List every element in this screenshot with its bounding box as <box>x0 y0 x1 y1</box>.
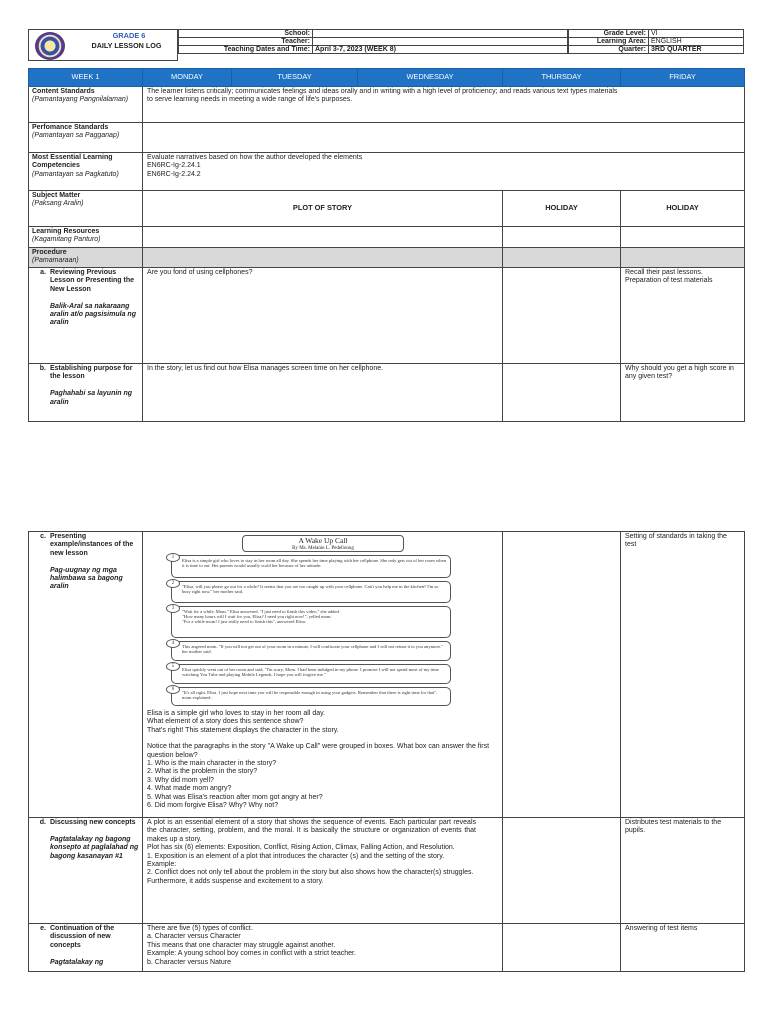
header-school-info <box>178 29 568 54</box>
teacher-label: Teacher: <box>179 38 313 46</box>
teacher-value <box>313 38 568 46</box>
presenting-line <box>147 735 498 743</box>
discussing-line: A plot is an essential element of a story that shows the sequence of events. Each particular part reveals the character, setting, problem, and the moral. It is basically the structure or organization of events that makes up a story. <box>147 819 476 843</box>
dates-value: April 3-7, 2023 (WEEK 8) <box>313 46 568 54</box>
discussing-line: Plot has six (6) elements: Exposition, Conflict, Rising Action, Climax, Falling Action, and Resolution. <box>147 844 455 852</box>
reviewing-text: Are you fond of using cellphones? <box>143 268 503 364</box>
col-week: WEEK 1 <box>29 69 143 87</box>
subject-matter-friday: HOLIDAY <box>621 191 745 227</box>
establishing-friday: Why should you get a high score in any given test? <box>621 364 745 422</box>
presenting-line: That's right! This statement displays the character in the story. <box>147 726 339 734</box>
header-class-info <box>568 29 744 54</box>
continuation-friday: Answering of test items <box>621 924 745 972</box>
procedure-label: Procedure (Pamamaraan) <box>29 248 143 268</box>
story-box-3: 3 "Wait for a while, Mom." Elisa answered. "I just need to finish this video," she added. "How many hours will I wait for you, Elisa? I need you right now!", yelled mom. "For a while mom! I just really need to finish this", answered Elisa. <box>171 606 451 638</box>
continuation-line: Example: A young school boy comes in conflict with a strict teacher. <box>147 950 356 958</box>
question-item: 6. Did mom forgive Elisa? Why? Why not? <box>147 801 279 809</box>
learning-area-label: Learning Area: <box>569 38 649 46</box>
row-reviewing <box>29 268 745 364</box>
column-header-row <box>29 69 745 87</box>
content-standards-text: The learner listens critically; communicates feelings and ideas orally and in writing with a high level of proficiency; and reads various text types materials to serve learning needs in meeting a wide range of life's purposes. <box>143 87 745 123</box>
header-title-block <box>28 29 178 61</box>
story-box-4: 4 This angered mom. "If you will not get out of your room in a minute, I will confiscate your cellphone and I will not return it to you anymore." her mother said. <box>171 641 451 661</box>
col-monday: MONDAY <box>143 69 232 87</box>
continuation-line: a. Character versus Character <box>147 933 241 941</box>
story-image <box>147 535 453 707</box>
subject-matter-thursday: HOLIDAY <box>503 191 621 227</box>
discussing-line: Example: <box>147 860 177 868</box>
presenting-content <box>143 532 503 818</box>
log-title: DAILY LESSON LOG <box>91 41 162 50</box>
story-box-2: 2 "Elisa, will you please go out for a while? It seems that you are too caught up with your cellphone. Can't you help me in the kitchen? I'm so busy right now," her mother said. <box>171 581 451 603</box>
continuation-line: This means that one character may struggle against another. <box>147 941 336 949</box>
presenting-label: c. Presenting example/instances of the new lesson Pag-uugnay ng mga halimbawa sa bagong aralin <box>29 532 143 818</box>
story-box-6: 6 "It's all right, Elisa. I just hope next time you will be responsible enough in using your gadgets. Remember that there is right time for that", mom explained. <box>171 687 451 706</box>
presenting-friday: Setting of standards in taking the test <box>621 532 745 818</box>
row-content-standards <box>29 87 745 123</box>
presenting-line: Elisa is a simple girl who loves to stay in her room all day. <box>147 710 326 717</box>
row-learning-resources <box>29 227 745 248</box>
discussing-line: 2. Conflict does not only tell about the problem in the story but also shows how the character(s) struggles. Furthermore, it adds suspense and excitement to a story. <box>147 869 474 885</box>
row-subject-matter <box>29 191 745 227</box>
school-label: School: <box>179 30 313 38</box>
continuation-content <box>143 924 503 972</box>
discussing-friday: Distributes test materials to the pupils. <box>621 818 745 924</box>
row-continuation <box>29 924 745 972</box>
discussing-line: 1. Exposition is an element of a plot that introduces the character (s) and the setting of the story. <box>147 852 445 860</box>
grade-level-label: Grade Level: <box>569 30 649 38</box>
school-value <box>313 30 568 38</box>
story-box-1: 1 Elisa is a simple girl who loves to stay in her room all day. She spends her time playing with her cellphone. She only gets out of her room when it is time to eat. Her parents would usually scold her because of her attitude. <box>171 555 451 578</box>
continuation-line: b. Character versus Nature <box>147 958 232 966</box>
lesson-table-part-2 <box>28 531 744 972</box>
row-establishing <box>29 364 745 422</box>
subject-matter-label: Subject Matter (Paksang Aralin) <box>29 191 143 227</box>
question-item: 4. What made mom angry? <box>147 785 232 793</box>
col-tuesday: TUESDAY <box>232 69 358 87</box>
row-presenting <box>29 532 745 818</box>
story-box-5: 5 Elisa quickly went out of her room and said, "I'm sorry, Mom. I had been indulged in my phone. I promise I will not spend most of my time watching You Tube and playing Mobile Legends. I hope you will forgive me." <box>171 664 451 684</box>
deped-seal-icon <box>35 32 65 60</box>
question-item: 1. Who is the main character in the story? <box>147 759 277 767</box>
quarter-value: 3RD QUARTER <box>649 46 744 54</box>
continuation-label: e. Continuation of the discussion of new concepts Pagtatalakay ng <box>29 924 143 972</box>
question-item: 3. Why did mom yell? <box>147 776 214 784</box>
quarter-label: Quarter: <box>569 46 649 54</box>
performance-standards-text <box>143 123 745 153</box>
discussing-label: d. Discussing new concepts Pagtatalakay ng bagong konsepto at paglalahad ng bagong kasanayan #1 <box>29 818 143 924</box>
reviewing-friday: Recall their past lessons. Preparation of test materials <box>621 268 745 364</box>
grade-label: GRADE 6 <box>112 31 146 40</box>
row-discussing <box>29 818 745 924</box>
continuation-line: There are five (5) types of conflict. <box>147 925 253 932</box>
row-performance-standards <box>29 123 745 153</box>
learning-resources-label: Learning Resources (Kagamitang Panturo) <box>29 227 143 248</box>
grade-level-value: VI <box>649 30 744 38</box>
question-item: 2. What is the problem in the story? <box>147 768 258 776</box>
establishing-label: b. Establishing purpose for the lesson Paghahabi sa layunin ng aralin <box>29 364 143 422</box>
col-wednesday: WEDNESDAY <box>358 69 503 87</box>
row-procedure <box>29 248 745 268</box>
establishing-text: In the story, let us find out how Elisa manages screen time on her cellphone. <box>143 364 503 422</box>
col-thursday: THURSDAY <box>503 69 621 87</box>
learning-area-value: ENGLISH <box>649 38 744 46</box>
row-melc <box>29 153 745 191</box>
discussing-content <box>143 818 503 924</box>
presenting-line: What element of a story does this sentence show? <box>147 718 304 726</box>
melc-text: Evaluate narratives based on how the author developed the elements EN6RC-Ig-2.24.1 EN6RC-Ig-2.24.2 <box>143 153 745 191</box>
dates-label: Teaching Dates and Time: <box>179 46 313 54</box>
story-title: A Wake Up Call By Ms. Melanie L. Pedellonug <box>242 535 404 552</box>
question-item: 5. What was Elisa's reaction after mom got angry at her? <box>147 793 323 801</box>
lesson-log-header <box>28 29 744 61</box>
reviewing-label: a. Reviewing Previous Lesson or Presenting the New Lesson Balik-Aral sa nakaraang aralin at/o pagsisimula ng aralin <box>29 268 143 364</box>
subject-matter-topic: PLOT OF STORY <box>143 191 503 227</box>
content-standards-label: Content Standards (Pamantayang Pangnilalaman) <box>29 87 143 123</box>
performance-standards-label: Perfomance Standards (Pamantayan sa Pagganap) <box>29 123 143 153</box>
melc-label: Most Essential Learning Competencies (Pamantayan sa Pagkatuto) <box>29 153 143 191</box>
col-friday: FRIDAY <box>621 69 745 87</box>
lesson-table-part-1 <box>28 68 744 422</box>
presenting-line: Notice that the paragraphs in the story "A Wake up Call" were grouped in boxes. What box can answer the first question below? <box>147 743 490 759</box>
